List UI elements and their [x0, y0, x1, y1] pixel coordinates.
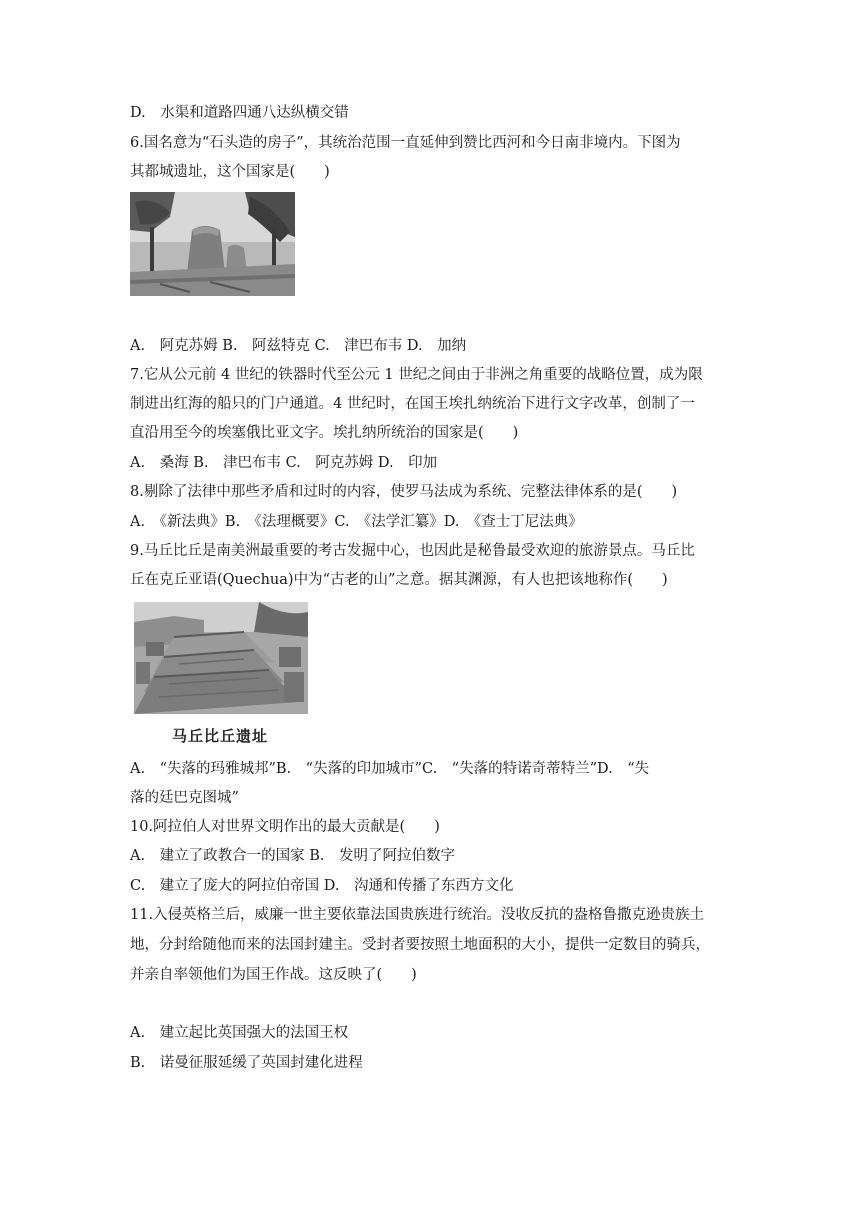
- q11-stem-line3: 并亲自率领他们为国王作战。这反映了( ): [130, 967, 417, 983]
- q7-stem-line1: 7.它从公元前 4 世纪的铁器时代至公元 1 世纪之间由于非洲之角重要的战略位置，成为限: [130, 367, 703, 383]
- q9-options-line1: A. “失落的玛雅城邦”B. “失落的印加城市”C. “失落的特诺奇蒂特兰”D. “失: [130, 761, 650, 777]
- q6-stem-line1: 6.国名意为“石头造的房子”，其统治范围一直延伸到赞比西河和今日南非境内。下图为: [130, 135, 681, 151]
- q9-stem-line1: 9.马丘比丘是南美洲最重要的考古发掘中心，也因此是秘鲁最受欢迎的旅游景点。马丘比: [130, 543, 695, 559]
- q7-stem-line3: 直沿用至今的埃塞俄比亚文字。埃扎纳所统治的国家是( ): [130, 425, 519, 441]
- q8-stem: 8.剔除了法律中那些矛盾和过时的内容，使罗马法成为系统、完整法律体系的是( ): [130, 484, 678, 500]
- great-zimbabwe-ruins-photo: [130, 192, 295, 296]
- q11-stem-line1: 11.入侵英格兰后，威廉一世主要依靠法国贵族进行统治。没收反抗的盎格鲁撒克逊贵族土: [130, 907, 705, 923]
- q10-stem: 10.阿拉伯人对世界文明作出的最大贡献是( ): [130, 819, 440, 835]
- q11-option-a: A. 建立起比英国强大的法国王权: [130, 1025, 349, 1041]
- q8-options: A. 《新法典》B. 《法理概要》C. 《法学汇纂》D. 《查士丁尼法典》: [130, 514, 583, 530]
- q9-stem-line2: 丘在克丘亚语(Quechua)中为“古老的山”之意。据其渊源，有人也把该地称作( ): [130, 572, 668, 588]
- q10-options-line2: C. 建立了庞大的阿拉伯帝国 D. 沟通和传播了东西方文化: [130, 878, 514, 894]
- q9-options-line2: 落的廷巴克图城”: [130, 790, 239, 806]
- q11-stem-line2: 地，分封给随他而来的法国封建主。受封者要按照土地面积的大小，提供一定数目的骑兵，: [130, 937, 710, 953]
- q6-stem-line2: 其都城遗址，这个国家是( ): [130, 164, 330, 180]
- q11-option-b: B. 诺曼征服延缓了英国封建化进程: [130, 1055, 363, 1071]
- q7-stem-line2: 制进出红海的船只的门户通道。4 世纪时，在国王埃扎纳统治下进行文字改革，创制了一: [130, 396, 695, 412]
- q6-options: A. 阿克苏姆 B. 阿兹特克 C. 津巴布韦 D. 加纳: [130, 338, 467, 354]
- q5-option-d: D. 水渠和道路四通八达纵横交错: [130, 105, 349, 121]
- machu-picchu-caption: 马丘比丘遗址: [172, 727, 269, 745]
- q7-options: A. 桑海 B. 津巴布韦 C. 阿克苏姆 D. 印加: [130, 455, 438, 471]
- machu-picchu-ruins-photo: [134, 602, 308, 714]
- q10-options-line1: A. 建立了政教合一的国家 B. 发明了阿拉伯数字: [130, 848, 455, 864]
